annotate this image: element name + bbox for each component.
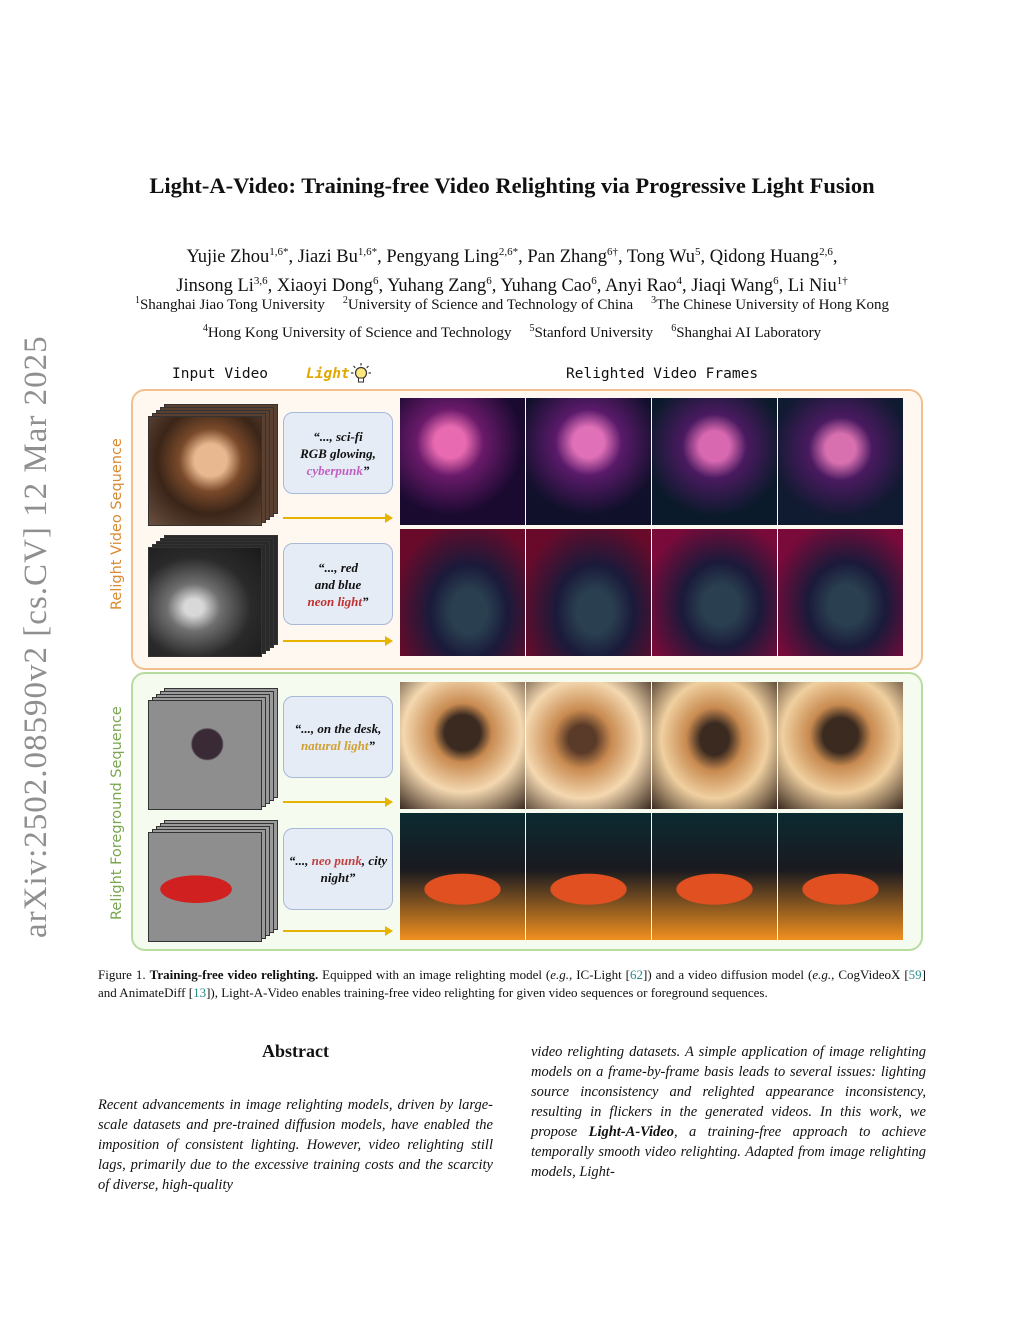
arrow-right-icon [283,517,391,519]
figure-caption [98,966,926,1002]
author-superscript: 2,6* [498,246,519,258]
author-superscript: 1† [836,275,848,288]
prompt-text: and blue [314,576,362,592]
arrow-right-icon [283,801,391,803]
author-superscript: 1,6* [269,246,289,258]
affiliation-name: Shanghai Jiao Tong University [139,297,325,313]
affiliation-list [60,289,964,345]
affiliation-name: Shanghai AI Laboratory [676,325,822,341]
cat-image [148,547,262,657]
author-superscript: 5 [694,246,701,258]
caption-text: ]) and a video diffusion model ( [643,967,813,982]
author-name: Jiaqi Wang [691,276,774,297]
author-name: Anyi Rao [605,276,677,297]
abstract-right-column [531,1042,926,1182]
prompt-text: “..., sci-fi [313,428,363,444]
prompt-cyberpunk [283,412,393,494]
caption-text: Equipped with an image relighting model ( [318,967,551,982]
ball-image [148,700,262,810]
caption-text: e.g. [812,967,832,982]
affiliation-name: The Chinese University of Hong Kong [656,297,890,313]
column-header-relighted: Relighted Video Frames [566,366,759,382]
affiliation-name: Stanford University [534,325,654,341]
affiliation-line-2 [60,317,964,345]
affiliation-superscript: 4 [202,323,208,334]
prompt-accent: cyberpunk [306,462,363,478]
citation-link[interactable]: 62 [630,967,643,982]
column-header-light: Light [306,366,350,382]
author-superscript: 1,6* [357,246,378,258]
author-name: Jiazi Bu [297,247,358,268]
author-superscript: 6 [773,275,779,288]
prompt-text: RGB glowing, [300,445,376,461]
paper-title: Light-A-Video: Training-free Video Relighting via Progressive Light Fusion [149,173,875,198]
prompt-accent: natural light [300,738,369,753]
relit-frame [400,682,525,809]
car-image [148,832,262,942]
prompt-text: ” [362,593,369,609]
relit-frame [400,398,525,525]
author-superscript: 4 [676,275,682,288]
prompt-text: , city night” [320,853,388,885]
woman-image [148,416,262,526]
lightbulb-icon [348,363,374,387]
author-superscript: 6† [607,246,618,258]
prompt-text: “..., [288,853,309,868]
prompt-natural-light [283,696,393,778]
author-superscript: 3,6 [253,275,268,288]
input-stack-ball [148,700,260,808]
input-stack-woman [148,416,260,524]
relit-frame [652,398,777,525]
arxiv-identifier: arXiv:2502.08590v2 [cs.CV] 12 Mar 2025 [18,335,54,938]
arrow-right-icon [283,930,391,932]
relit-frame [526,682,651,809]
relit-frame [652,813,777,940]
prompt-text: ” [368,738,376,753]
caption-bold: Training-free video relighting. [149,967,319,982]
citation-link[interactable]: 13 [193,985,207,1000]
prompt-neon-light [283,543,393,625]
affiliation-name: Hong Kong University of Science and Technology [207,325,512,341]
author-superscript: 6 [486,275,492,288]
abstract-text: , a training-free approach to achieve temporally smooth video relighting. Adapted from image relighting models, Light- [531,1124,927,1180]
prompt-neo-punk [283,828,393,910]
affiliation-line-1 [60,289,964,317]
prompt-accent: neon light [307,593,363,609]
author-superscript: 2,6 [819,246,833,258]
method-name: Light-A-Video [588,1124,674,1140]
relit-frame [778,529,903,656]
affiliation-superscript: 5 [529,323,535,334]
relit-frame [652,682,777,809]
relit-frame [400,529,525,656]
affiliation-superscript: 1 [134,295,140,306]
caption-text: , IC-Light [ [569,967,630,982]
relit-frame [400,813,525,940]
caption-text: e.g. [550,967,570,982]
relit-frame [526,529,651,656]
author-name: Pengyang Ling [386,247,499,268]
abstract-heading: Abstract [262,1041,329,1061]
author-name: Jinsong Li [176,276,254,297]
video-sequence-label: Relight Video Sequence [109,438,125,610]
abstract-text: video relighting datasets. A simple application of image relighting models on a frame-by-frame basis leads to several issues: lighting source inconsistency and relighted appearance inconsistency, resulting in flickers in the generated videos. In this work, we propose [531,1044,926,1140]
prompt-text: “..., on the desk, [294,721,382,736]
arrow-right-icon [283,640,391,642]
caption-label: Figure 1. [98,967,146,982]
author-line-1: Yujie Zhou$^{1,6*}$, Jiazi $Bu^{1,6*}$, Pengyang Ling$^{2,6*}$, Pan Zhang$^{6\dagger}$, Tong Wu$^5$, Qidong Huang$^{2,6}$, [186,246,838,268]
relit-frame [526,813,651,940]
relit-frame [526,398,651,525]
author-name: Pan Zhang [527,247,607,268]
prompt-accent: neo punk [311,853,362,868]
relit-frame [778,813,903,940]
relit-frame [778,398,903,525]
column-header-input: Input Video [172,366,269,382]
author-superscript: 6 [372,275,379,288]
affiliation-name: University of Science and Technology of China [347,297,634,313]
author-name: Yuhang Cao [500,276,592,297]
relit-frame [778,682,903,809]
relit-frame [652,529,777,656]
author-superscript: 6 [591,275,597,288]
prompt-text: “..., red [317,559,359,575]
caption-text: ] and AnimateDiff [ [98,967,927,1000]
foreground-sequence-label: Relight Foreground Sequence [109,706,125,920]
caption-text: ]), Light-A-Video enables training-free video relighting for given video sequences or foreground sequences. [206,985,768,1000]
input-stack-car [148,832,260,940]
author-name: Qidong Huang [709,247,820,268]
prompt-text: ” [362,462,370,478]
affiliation-superscript: 6 [671,323,677,334]
author-name: Tong Wu [626,247,695,268]
affiliation-superscript: 3 [651,295,657,306]
author-name: Xiaoyi Dong [276,276,373,297]
author-line-2: Jinsong Li$^{3,6}$, Xiaoyi Dong$^6$, Yuhang Zang$^6$, Yuhang Cao$^6$, Anyi Rao$^4$, Jiaqi Wang$^6$, Li Niu$^{1\dagger}$ [176,275,848,297]
author-name: Li Niu [787,276,837,297]
citation-link[interactable]: 59 [908,967,922,982]
author-name: Yujie Zhou [186,247,270,268]
input-stack-cat [148,547,260,655]
author-name: Yuhang Zang [387,276,487,297]
affiliation-superscript: 2 [342,295,348,306]
caption-text: , CogVideoX [ [831,967,909,982]
abstract-left-column: Recent advancements in image relighting models, driven by large-scale datasets and pre-trained diffusion models, have enabled the imposition of consistent lighting. However, video relighting still lags, primarily due to the excessive training costs and the scarcity of diverse, high-quality [98,1097,493,1193]
